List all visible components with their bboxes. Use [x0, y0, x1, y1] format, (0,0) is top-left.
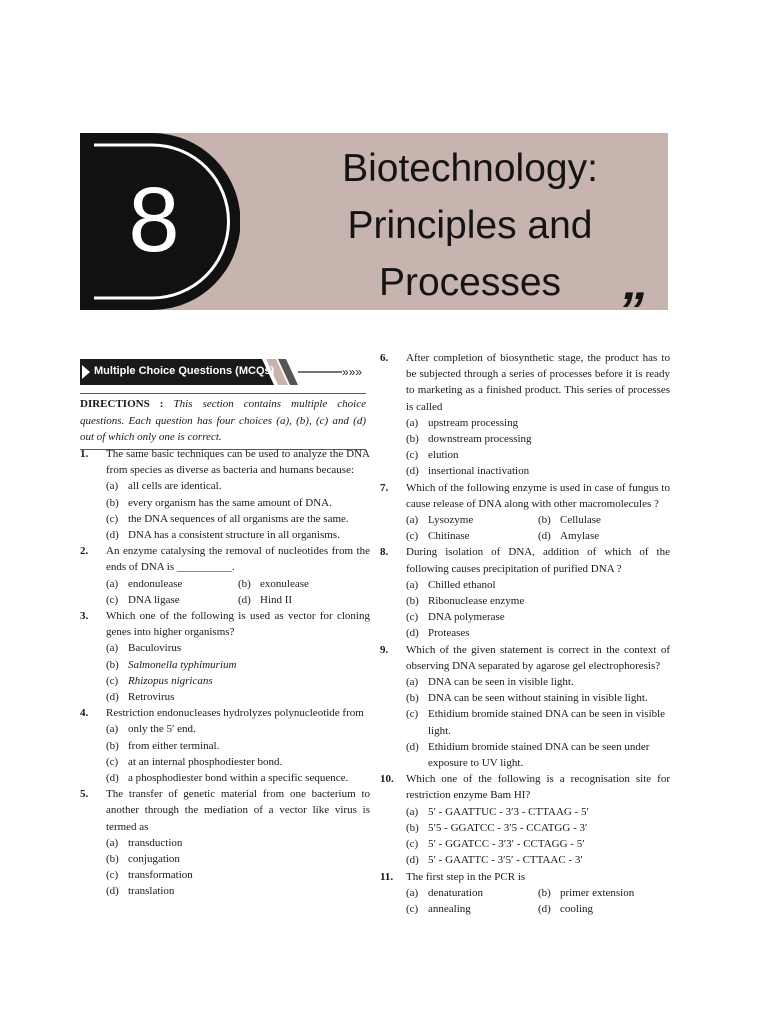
question-8	[380, 544, 670, 641]
option: (a) Chilled ethanol	[406, 578, 496, 591]
question-7	[380, 480, 670, 545]
option: (d) Ethidium bromide stained DNA can be seen under exposure to UV light.	[406, 740, 650, 770]
question-text: The same basic techniques can be used to analyze the DNA from species as diverse as bacteria and humans because:	[106, 448, 370, 477]
arrow-right-icon: »»»	[342, 365, 363, 379]
question-9	[380, 642, 670, 772]
question-text: Which of the given statement is correct in the context of observing DNA separated by agarose gel electrophoresis?	[406, 643, 670, 672]
option-row: (c) annealing (d) cooling	[406, 902, 593, 915]
question-text: Which one of the following is used as vector for cloning genes into higher organisms?	[106, 610, 370, 639]
question-text: Which of the following enzyme is used in case of fungus to cause release of DNA along with other macromolecules ?	[406, 481, 670, 510]
option: (b) 5′5 - GGATCC - 3′5 - CCATGG - 3′	[406, 821, 588, 834]
option: (c) elution	[406, 449, 459, 462]
option-row: (a) Lysozyme (b) Cellulase	[406, 514, 601, 527]
question-text: An enzyme catalysing the removal of nucleotides from the ends of DNA is __________.	[106, 545, 370, 574]
question-number: 9.	[380, 643, 389, 656]
title-line-1: Biotechnology:	[342, 147, 598, 190]
option: (b) every organism has the same amount of DNA.	[106, 496, 332, 509]
option: (d) Proteases	[406, 627, 470, 640]
option: (c) Ethidium bromide stained DNA can be seen in visible light.	[406, 708, 666, 737]
option: (a) 5′ - GAATTUC - 3′3 - CTTAAG - 5′	[406, 805, 589, 818]
option: (d) DNA has a consistent structure in all organisms.	[106, 529, 340, 542]
question-number: 6.	[380, 352, 389, 364]
question-5	[80, 786, 370, 899]
question-3	[80, 608, 370, 705]
question-number: 11.	[380, 870, 394, 883]
question-text: Restriction endonucleases hydrolyzes polynucleotide from	[106, 707, 364, 720]
option: (b) Ribonuclease enzyme	[406, 595, 525, 608]
question-6	[380, 350, 670, 480]
question-text: The transfer of genetic material from one bacterium to another through the mediation of a vector like virus is termed as	[106, 788, 370, 833]
question-number: 4.	[80, 707, 89, 720]
question-text: After completion of biosynthetic stage, the product has to be subjected through a series of processes before it is ready to marketing as a finished product. This series of processes is called	[406, 352, 670, 413]
option: (c) the DNA sequences of all organisms are the same.	[106, 512, 349, 525]
option: (a) all cells are identical.	[106, 480, 222, 493]
option-row: (a) endonulease (b) exonulease	[106, 577, 309, 590]
question-2	[80, 543, 370, 608]
option: (c) Rhizopus nigricans	[106, 674, 213, 687]
option: (c) DNA polymerase	[406, 611, 505, 624]
option: (d) Retrovirus	[106, 691, 175, 704]
option: (c) 5′ - GGATCC - 3′3′ - CCTAGG - 5′	[406, 838, 585, 851]
option: (c) transformation	[106, 869, 193, 882]
question-text: The first step in the PCR is	[406, 870, 526, 883]
option: (b) downstream processing	[406, 433, 532, 446]
question-11	[380, 869, 670, 918]
question-text: Which one of the following is a recognisation site for restriction enzyme Bam HI?	[406, 773, 670, 802]
option: (a) upstream processing	[406, 416, 519, 429]
chapter-title	[290, 140, 650, 311]
question-4	[80, 705, 370, 786]
option: (b) from either terminal.	[106, 739, 220, 752]
quote-mark-icon: ”	[618, 282, 644, 340]
option-row: (c) DNA ligase (d) Hind II	[106, 593, 293, 606]
option: (b) conjugation	[106, 853, 180, 866]
question-10	[380, 771, 670, 868]
directions-lead: DIRECTIONS :	[80, 398, 164, 410]
question-number: 3.	[80, 610, 89, 623]
option: (c) at an internal phosphodiester bond.	[106, 755, 283, 768]
option: (a) Baculovirus	[106, 642, 182, 655]
directions-text: This section contains multiple choice questions. Each question has four choices (a), (b), (c) and (d) out of which only one is correct.	[80, 398, 366, 443]
option-row: (c) Chitinase (d) Amylase	[406, 530, 600, 543]
option-row: (a) denaturation (b) primer extension	[406, 886, 635, 899]
option: (a) transduction	[106, 836, 183, 849]
option: (a) DNA can be seen in visible light.	[406, 676, 574, 689]
option: (d) 5′ - GAATTC - 3′5′ - CTTAAC - 3′	[406, 854, 583, 867]
question-1	[80, 446, 370, 543]
option: (b) Salmonella typhimurium	[106, 658, 237, 671]
option: (b) DNA can be seen without staining in visible light.	[406, 692, 648, 705]
questions-left-column	[80, 446, 370, 900]
question-number: 10.	[380, 773, 394, 786]
section-label: Multiple Choice Questions (MCQs)	[94, 365, 275, 377]
question-number: 8.	[380, 546, 389, 559]
option: (a) only the 5′ end.	[106, 723, 196, 736]
question-number: 2.	[80, 545, 89, 558]
title-line-2: Principles and	[347, 204, 593, 247]
question-number: 7.	[380, 481, 389, 494]
question-text: During isolation of DNA, addition of which of the following causes precipitation of purified DNA ?	[406, 546, 670, 575]
option: (d) insertional inactivation	[406, 465, 530, 478]
chapter-number: 8	[128, 169, 180, 271]
directions-box	[80, 393, 366, 450]
option: (d) translation	[106, 885, 175, 898]
title-line-3: Processes	[378, 261, 562, 304]
question-number: 1.	[80, 448, 89, 460]
questions-right-column	[380, 350, 670, 917]
question-number: 5.	[80, 788, 89, 801]
option: (d) a phosphodiester bond within a specific sequence.	[106, 772, 349, 785]
